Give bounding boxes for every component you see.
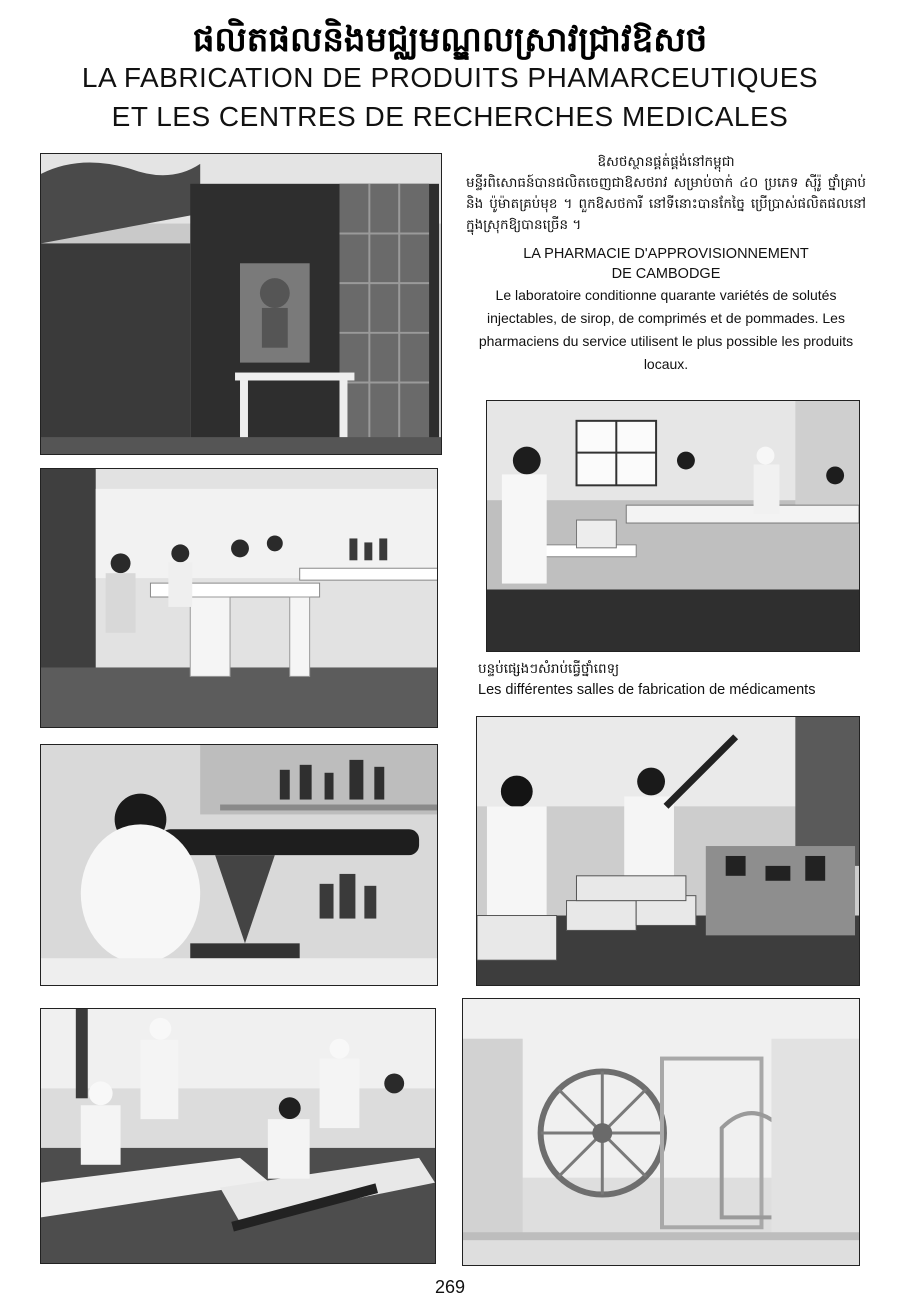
article-block	[466, 152, 866, 376]
photo-laboratory-room	[40, 468, 438, 728]
photo-packaging-line	[40, 1008, 436, 1264]
title-french-line-1: LA FABRICATION DE PRODUITS PHAMARCEUTIQUES	[81, 62, 819, 93]
photo-caption	[478, 658, 868, 700]
photo-autoclave	[462, 998, 860, 1266]
photo-pharmacy-building	[40, 153, 442, 455]
article-body-french: Le laboratoire conditionne quarante variétés de solutés injectables, de sirop, de comprimés et de pommades. Les pharmaciens du service utilisent le plus possible les produits locaux.	[478, 287, 854, 372]
title-khmer: ផលិតផលនិងមជ្ឈមណ្ឌលស្រាវជ្រាវឱសថ	[192, 20, 708, 60]
title-french-line-2: ET LES CENTRES DE RECHERCHES MEDICALES	[111, 101, 789, 132]
article-heading-khmer: ឱសថស្ថានផ្គត់ផ្គង់នៅកម្ពុជា	[597, 154, 735, 170]
photo-worker-machine	[476, 716, 860, 986]
article-heading-french	[466, 244, 866, 284]
photo-researcher-microscope	[40, 744, 438, 986]
caption-khmer: បន្ទប់ផ្សេងៗសំរាប់ធ្វើថ្នាំពេទ្យ	[478, 661, 620, 677]
article-heading-french-line-1: LA PHARMACIE D'APPROVISIONNEMENT	[523, 246, 809, 262]
article-body-khmer: មន្ទីរពិសោធន៍បានផលិតចេញជាឱសថរាវ សម្រាប់ចាក់ ៤០ ប្រភេទ ស៊ីរ៉ូ ថ្នាំគ្រាប់ និង ប៉ូម៉ាតគ្រប់មុខ ។ ពួកឱសថការី នៅទីនោះបានកែច្នៃ ប្រើប្រាស់ផលិតផលនៅក្នុងស្រុកឱ្យបានច្រើន ។	[466, 175, 866, 233]
photo-fabrication-room	[486, 400, 860, 652]
caption-french: Les différentes salles de fabrication de médicaments	[478, 682, 816, 698]
article-heading-french-line-2: DE CAMBODGE	[611, 266, 721, 282]
page-number: 269	[434, 1277, 466, 1297]
